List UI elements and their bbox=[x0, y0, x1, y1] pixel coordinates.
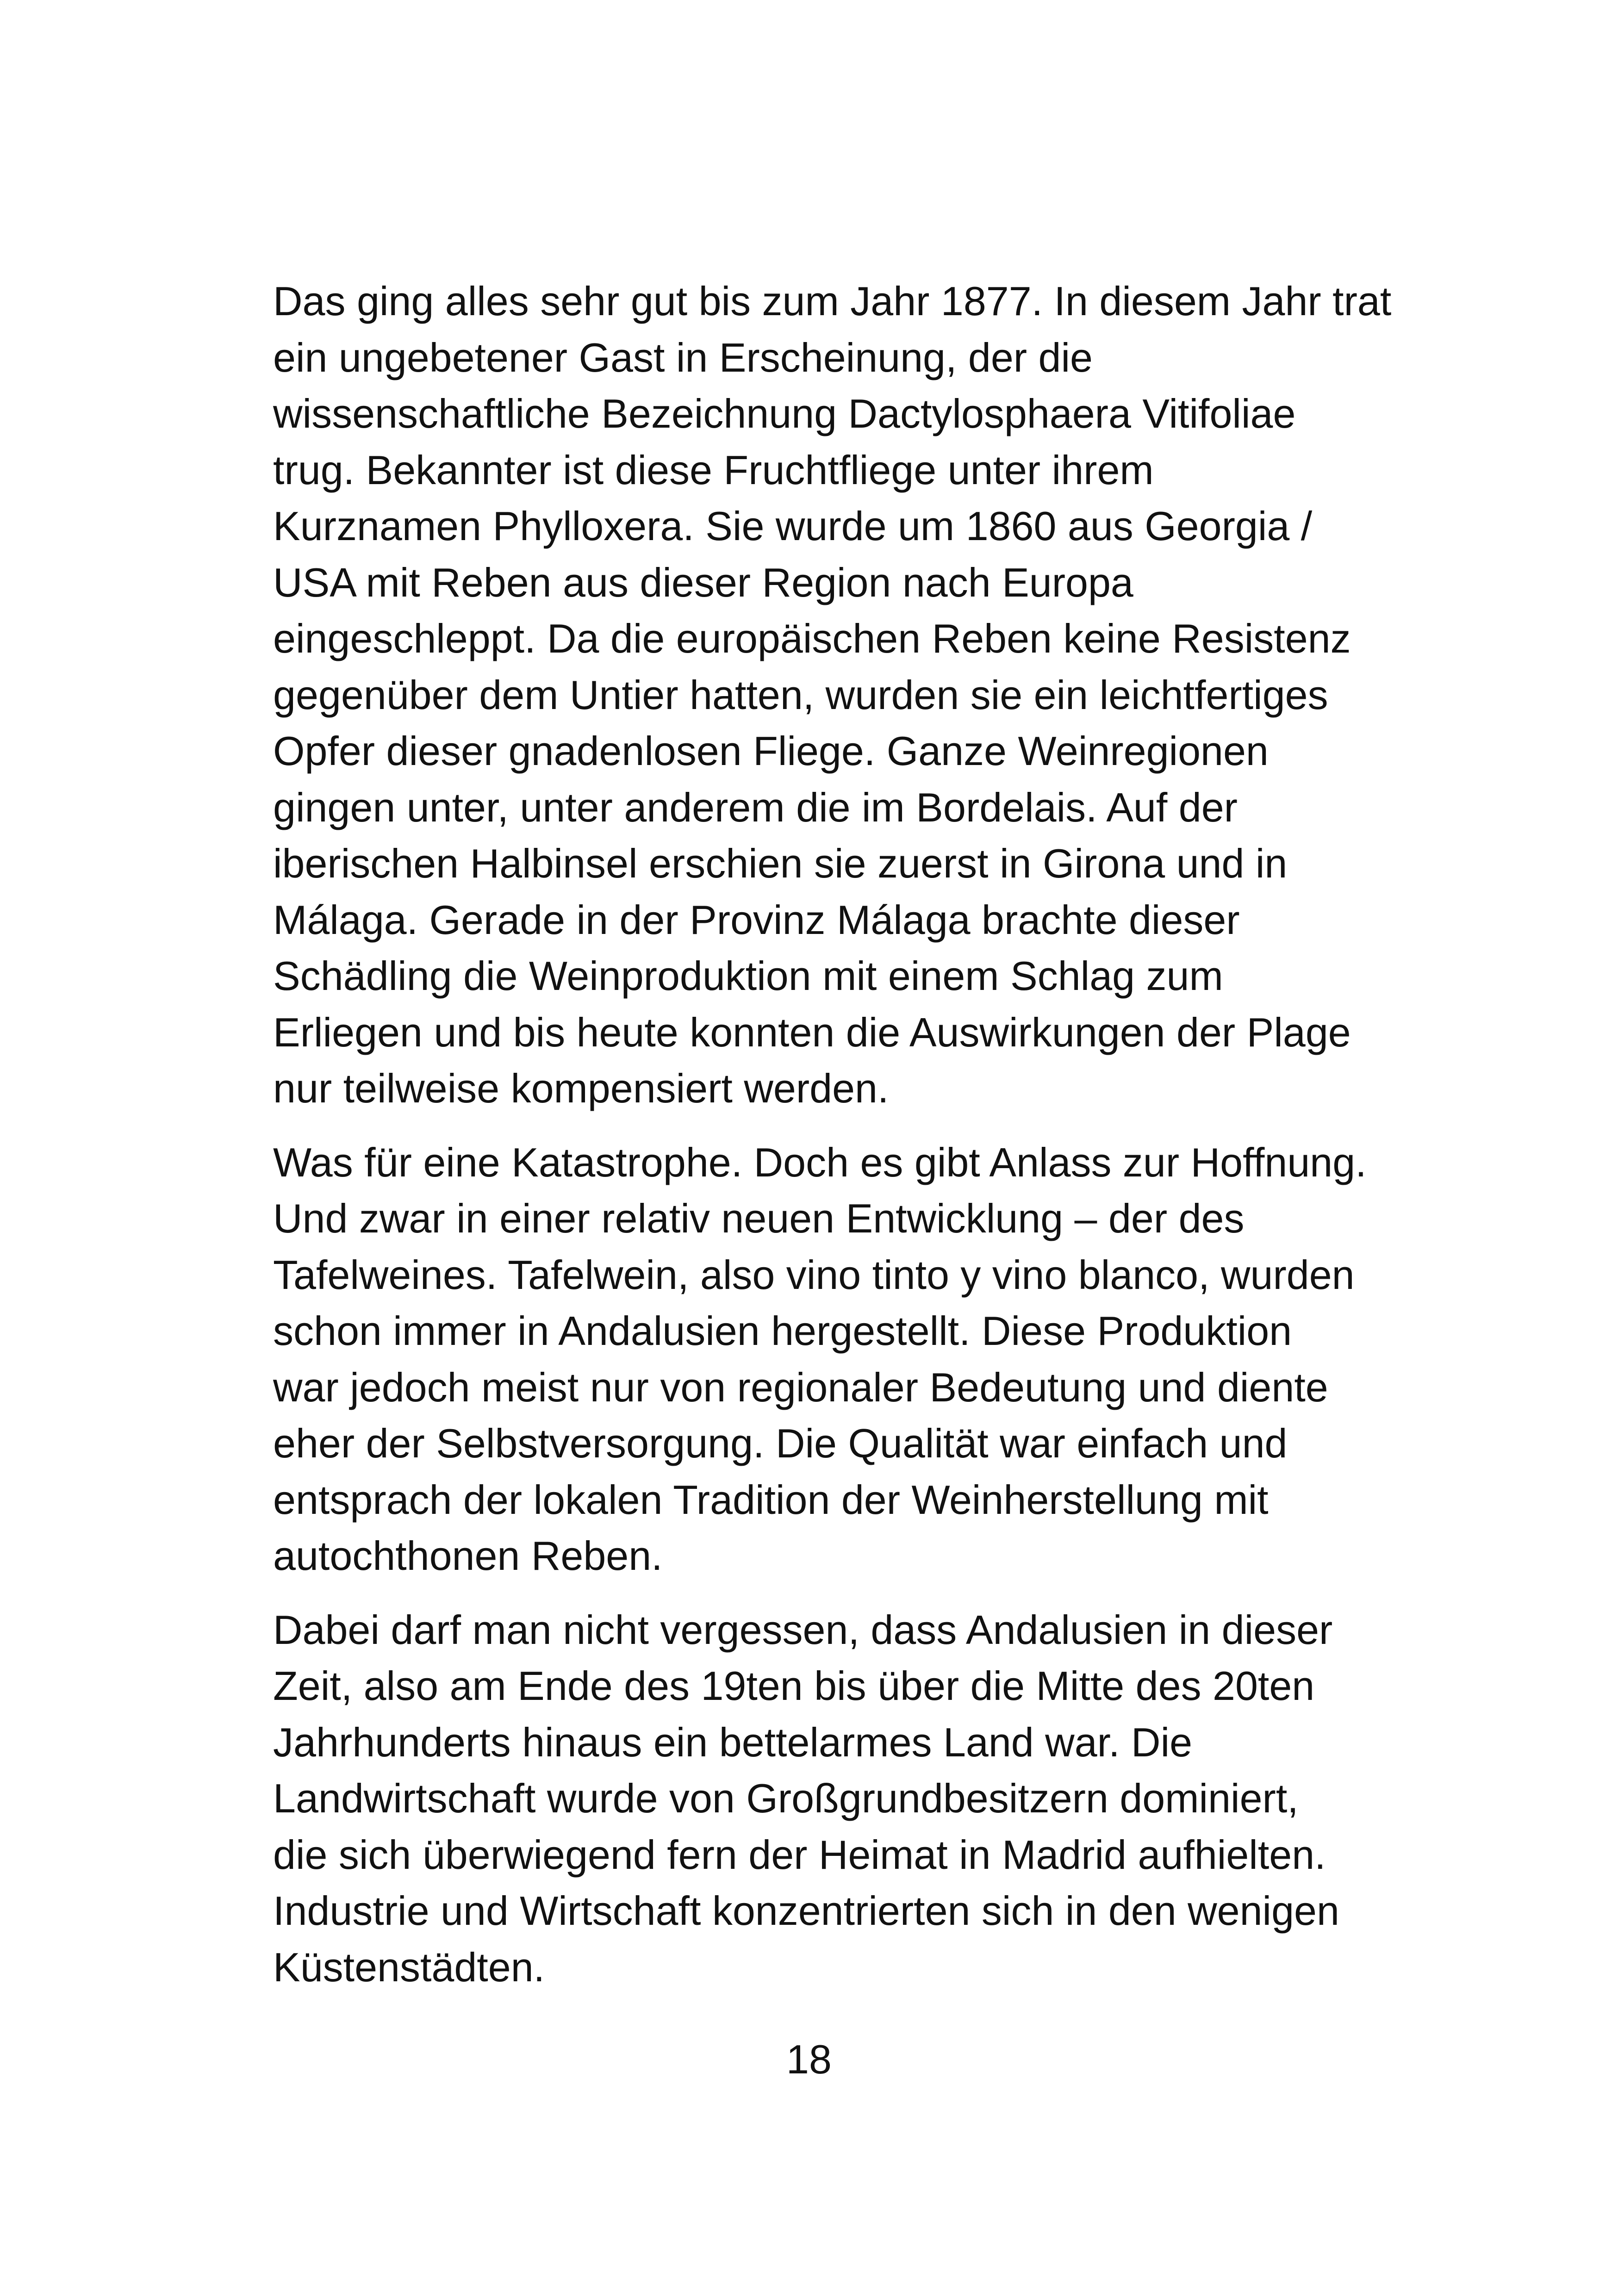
text-line: Dabei darf man nicht vergessen, dass Andalusien in dieser bbox=[273, 1606, 1333, 1653]
text-line: Zeit, also am Ende des 19ten bis über die Mitte des 20ten bbox=[273, 1663, 1315, 1709]
text-line: eher der Selbstversorgung. Die Qualität war einfach und bbox=[273, 1420, 1288, 1466]
text-line: nur teilweise kompensiert werden. bbox=[273, 1065, 889, 1111]
text-line: die sich überwiegend fern der Heimat in Madrid aufhielten. bbox=[273, 1831, 1326, 1878]
text-line: Málaga. Gerade in der Provinz Málaga brachte dieser bbox=[273, 896, 1240, 943]
text-line: entsprach der lokalen Tradition der Weinherstellung mit bbox=[273, 1476, 1269, 1523]
text-line: USA mit Reben aus dieser Region nach Europa bbox=[273, 559, 1133, 605]
text-line: Kurznamen Phylloxera. Sie wurde um 1860 aus Georgia / bbox=[273, 503, 1313, 549]
text-line: Erliegen und bis heute konnten die Auswirkungen der Plage bbox=[273, 1009, 1351, 1055]
text-line: Küstenstädten. bbox=[273, 1944, 545, 1990]
page-number: 18 bbox=[786, 2036, 832, 2082]
text-line: autochthonen Reben. bbox=[273, 1533, 663, 1579]
text-line: war jedoch meist nur von regionaler Bedeutung und diente bbox=[273, 1364, 1328, 1410]
text-line: Opfer dieser gnadenlosen Fliege. Ganze Weinregionen bbox=[273, 728, 1269, 774]
text-line: wissenschaftliche Bezeichnung Dactylosphaera Vitifoliae bbox=[273, 391, 1296, 436]
text-line: Industrie und Wirtschaft konzentrierten sich in den wenigen bbox=[273, 1888, 1339, 1934]
text-line: gegenüber dem Untier hatten, wurden sie ein leichtfertiges bbox=[273, 672, 1328, 718]
paragraph-andalusien bbox=[273, 1602, 1439, 1996]
text-line: gingen unter, unter anderem die im Bordelais. Auf der bbox=[273, 784, 1238, 830]
body-text bbox=[273, 273, 1439, 1995]
text-line: Und zwar in einer relativ neuen Entwicklung – der des bbox=[273, 1195, 1245, 1241]
paragraph-phylloxera bbox=[273, 273, 1439, 1117]
text-line: Jahrhunderts hinaus ein bettelarmes Land war. Die bbox=[273, 1719, 1193, 1765]
text-line: trug. Bekannter ist diese Fruchtfliege unter ihrem bbox=[273, 447, 1154, 493]
text-line: eingeschleppt. Da die europäischen Reben keine Resistenz bbox=[273, 616, 1351, 661]
text-line: iberischen Halbinsel erschien sie zuerst in Girona und in bbox=[273, 840, 1288, 886]
text-line: ein ungebetener Gast in Erscheinung, der die bbox=[273, 334, 1093, 380]
text-line: Was für eine Katastrophe. Doch es gibt Anlass zur Hoffnung. bbox=[273, 1139, 1367, 1185]
paragraph-tafelwein bbox=[273, 1134, 1439, 1584]
text-line: Schädling die Weinproduktion mit einem Schlag zum bbox=[273, 953, 1223, 999]
text-line: Tafelweines. Tafelwein, also vino tinto y vino blanco, wurden bbox=[273, 1251, 1355, 1298]
text-line: Landwirtschaft wurde von Großgrundbesitzern dominiert, bbox=[273, 1775, 1299, 1821]
text-line: schon immer in Andalusien hergestellt. Diese Produktion bbox=[273, 1308, 1292, 1354]
text-line: Das ging alles sehr gut bis zum Jahr 1877. In diesem Jahr trat bbox=[273, 278, 1392, 324]
